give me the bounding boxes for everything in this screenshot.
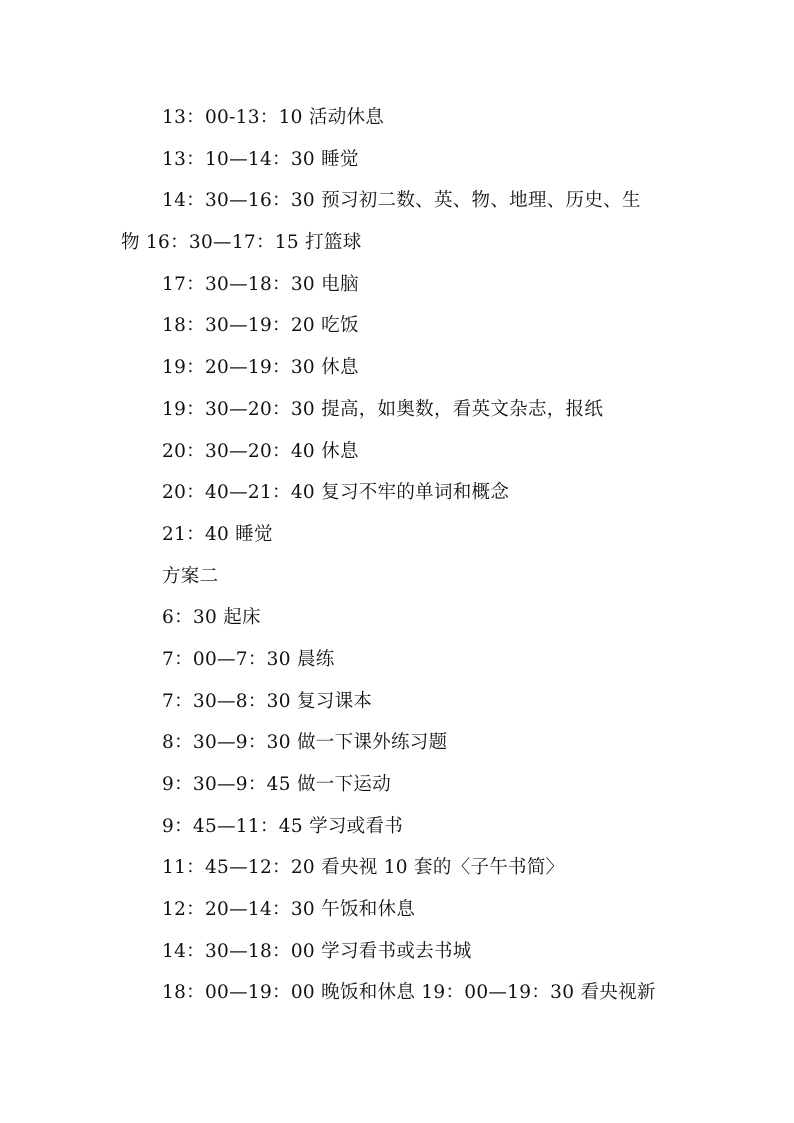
text-line: 14：30—18：00 学习看书或去书城 (162, 940, 472, 962)
text-line: 8：30—9：30 做一下课外练习题 (162, 732, 448, 754)
text-line: 19：20—19：30 休息 (162, 357, 359, 379)
text-line: 18：30—19：20 吃饭 (162, 315, 359, 337)
text-line: 9：30—9：45 做一下运动 (162, 774, 392, 795)
text-line: 12：20—14：30 午饭和休息 (162, 899, 416, 921)
text-line: 17：30—18：30 电脑 (162, 273, 359, 295)
text-line: 18：00—19：00 晚饭和休息 19：00—19：30 看央视新 (162, 982, 656, 1004)
text-line: 19：30—20：30 提高，如奥数，看英文杂志，报纸 (162, 398, 604, 420)
text-line: 20：40—21：40 复习不牢的单词和概念 (162, 482, 510, 504)
text-line: 7：00—7：30 晨练 (162, 648, 335, 670)
text-line: 9：45—11：45 学习或看书 (162, 815, 404, 837)
text-line: 14：30—16：30 预习初二数、英、物、地理、历史、生 (162, 190, 641, 212)
section-heading: 方案二 (162, 565, 219, 587)
text-line: 21：40 睡觉 (162, 523, 273, 545)
text-line: 7：30—8：30 复习课本 (162, 690, 373, 712)
text-line: 13：00-13：10 活动休息 (162, 107, 385, 128)
text-line: 6：30 起床 (162, 607, 261, 629)
text-line: 20：30—20：40 休息 (162, 440, 359, 462)
text-line-wrapped: 物 16：30—17：15 打篮球 (121, 232, 362, 254)
document-body (121, 97, 681, 1014)
text-line: 13：10—14：30 睡觉 (162, 148, 359, 170)
text-line: 11：45—12：20 看央视 10 套的〈子午书简〉 (162, 857, 565, 879)
